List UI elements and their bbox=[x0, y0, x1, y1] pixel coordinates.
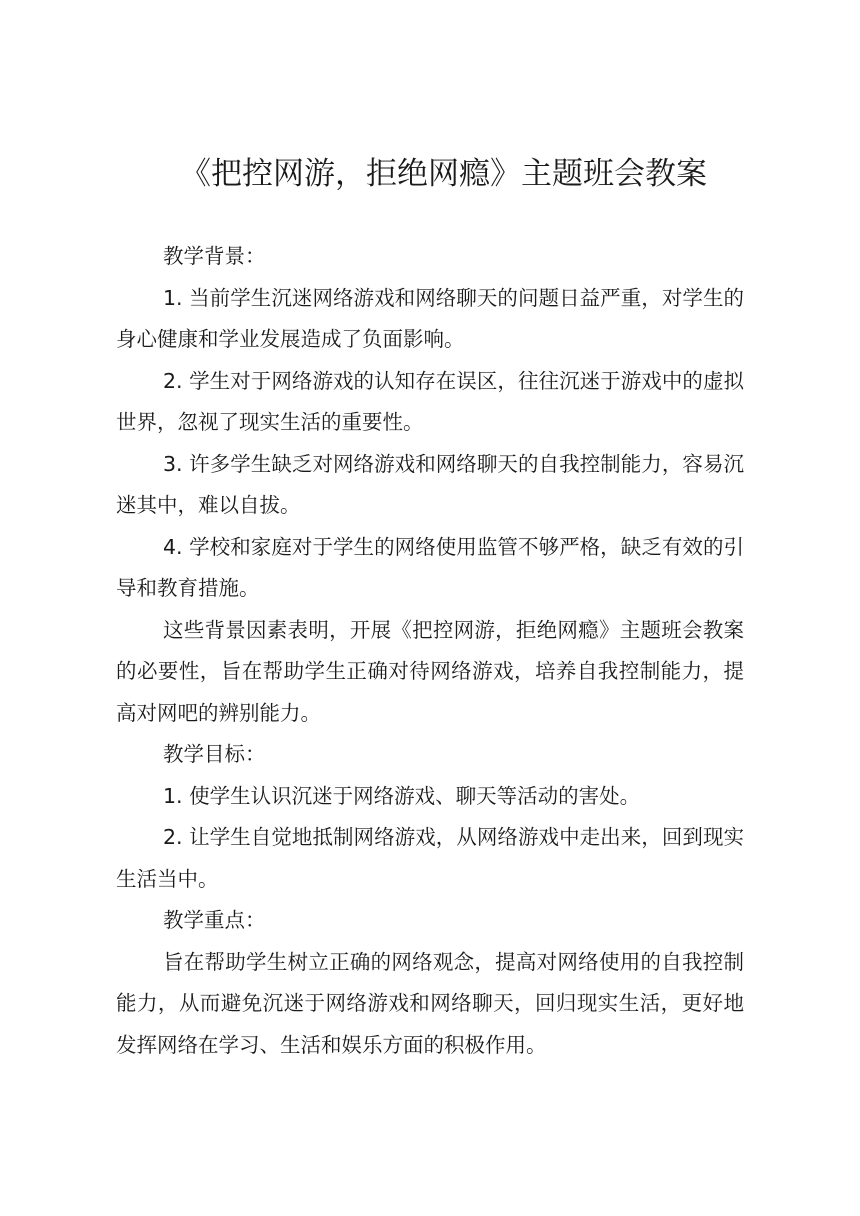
goal-item-1: 1. 使学生认识沉迷于网络游戏、聊天等活动的害处。 bbox=[163, 783, 641, 808]
document-title: 《把控网游，拒绝网瘾》主题班会教案 bbox=[180, 156, 707, 192]
background-summary: 这些背景因素表明，开展《把控网游，拒绝网瘾》主题班会教案的必要性，旨在帮助学生正确对待网络游戏，培养自我控制能力，提高对网吧的辨别能力。 bbox=[116, 617, 744, 725]
background-item-4: 4. 学校和家庭对于学生的网络使用监管不够严格，缺乏有效的引导和教育措施。 bbox=[116, 534, 744, 600]
goal-item-2: 2. 让学生自觉地抵制网络游戏，从网络游戏中走出来，回到现实生活当中。 bbox=[116, 825, 744, 891]
heading-teaching-background: 教学背景： bbox=[163, 244, 266, 268]
focus-text: 旨在帮助学生树立正确的网络观念，提高对网络使用的自我控制能力，从而避免沉迷于网络游戏和网络聊天，回归现实生活，更好地发挥网络在学习、生活和娱乐方面的积极作用。 bbox=[116, 949, 744, 1057]
background-item-1: 1. 当前学生沉迷网络游戏和网络聊天的问题日益严重，对学生的身心健康和学业发展造成了负面影响。 bbox=[116, 285, 744, 351]
heading-teaching-goals: 教学目标： bbox=[163, 742, 266, 766]
background-item-3: 3. 许多学生缺乏对网络游戏和网络聊天的自我控制能力，容易沉迷其中，难以自拔。 bbox=[116, 451, 744, 517]
heading-teaching-focus: 教学重点： bbox=[163, 908, 266, 932]
background-item-2: 2. 学生对于网络游戏的认知存在误区，往往沉迷于游戏中的虚拟世界，忽视了现实生活的重要性。 bbox=[116, 368, 744, 434]
document-body bbox=[116, 236, 744, 1066]
